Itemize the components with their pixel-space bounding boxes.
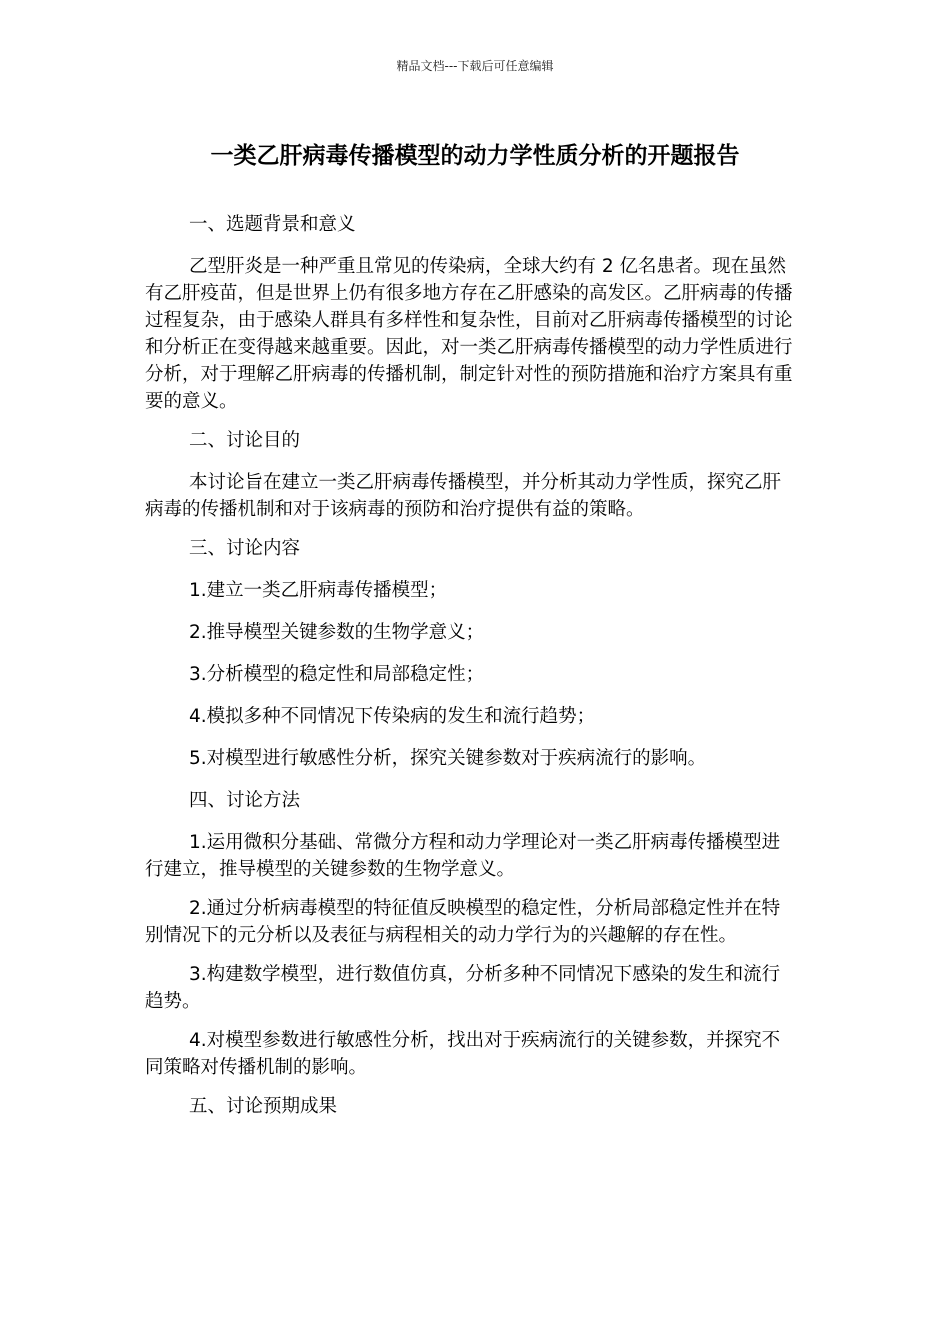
page-header: 精品文档---下载后可任意编辑 <box>396 59 554 73</box>
document-body <box>145 211 797 1135</box>
section-heading-purpose: 二、讨论目的 <box>189 430 301 451</box>
content-list-item: 2.推导模型关键参数的生物学意义； <box>189 622 485 643</box>
section-heading-content: 三、讨论内容 <box>189 538 301 559</box>
methods-list-item: 2.通过分析病毒模型的特征值反映模型的稳定性，分析局部稳定性并在特别情况下的元分析以及表征与病程相关的动力学行为的兴趣解的存在性。 <box>145 898 781 946</box>
background-paragraph: 乙型肝炎是一种严重且常见的传染病，全球大约有 2 亿名患者。现在虽然有乙肝疫苗，但是世界上仍有很多地方存在乙肝感染的高发区。乙肝病毒的传播过程复杂，由于感染人群具有多样性和复杂性，目前对乙肝病毒传播模型的讨论和分析正在变得越来越重要。因此，对一类乙肝病毒传播模型的动力学性质进行分析，对于理解乙肝病毒的传播机制，制定针对性的预防措施和治疗方案具有重要的意义。 <box>145 256 793 412</box>
section-heading-expected-results: 五、讨论预期成果 <box>189 1096 338 1117</box>
content-list-item: 4.模拟多种不同情况下传染病的发生和流行趋势； <box>189 706 596 727</box>
content-list-item: 3.分析模型的稳定性和局部稳定性； <box>189 664 485 685</box>
content-list-item: 1.建立一类乙肝病毒传播模型； <box>189 580 448 601</box>
section-heading-methods: 四、讨论方法 <box>189 790 301 811</box>
content-list-item: 5.对模型进行敏感性分析，探究关键参数对于疾病流行的影响。 <box>189 748 707 769</box>
methods-list-item: 4.对模型参数进行敏感性分析，找出对于疾病流行的关键参数，并探究不同策略对传播机制的影响。 <box>145 1030 781 1078</box>
purpose-paragraph: 本讨论旨在建立一类乙肝病毒传播模型，并分析其动力学性质，探究乙肝病毒的传播机制和对于该病毒的预防和治疗提供有益的策略。 <box>145 472 782 520</box>
methods-list-item: 1.运用微积分基础、常微分方程和动力学理论对一类乙肝病毒传播模型进行建立，推导模型的关键参数的生物学意义。 <box>145 832 781 880</box>
methods-list-item: 3.构建数学模型，进行数值仿真，分析多种不同情况下感染的发生和流行趋势。 <box>145 964 781 1012</box>
document-title: 一类乙肝病毒传播模型的动力学性质分析的开题报告 <box>210 143 740 169</box>
section-heading-background: 一、选题背景和意义 <box>189 214 356 235</box>
